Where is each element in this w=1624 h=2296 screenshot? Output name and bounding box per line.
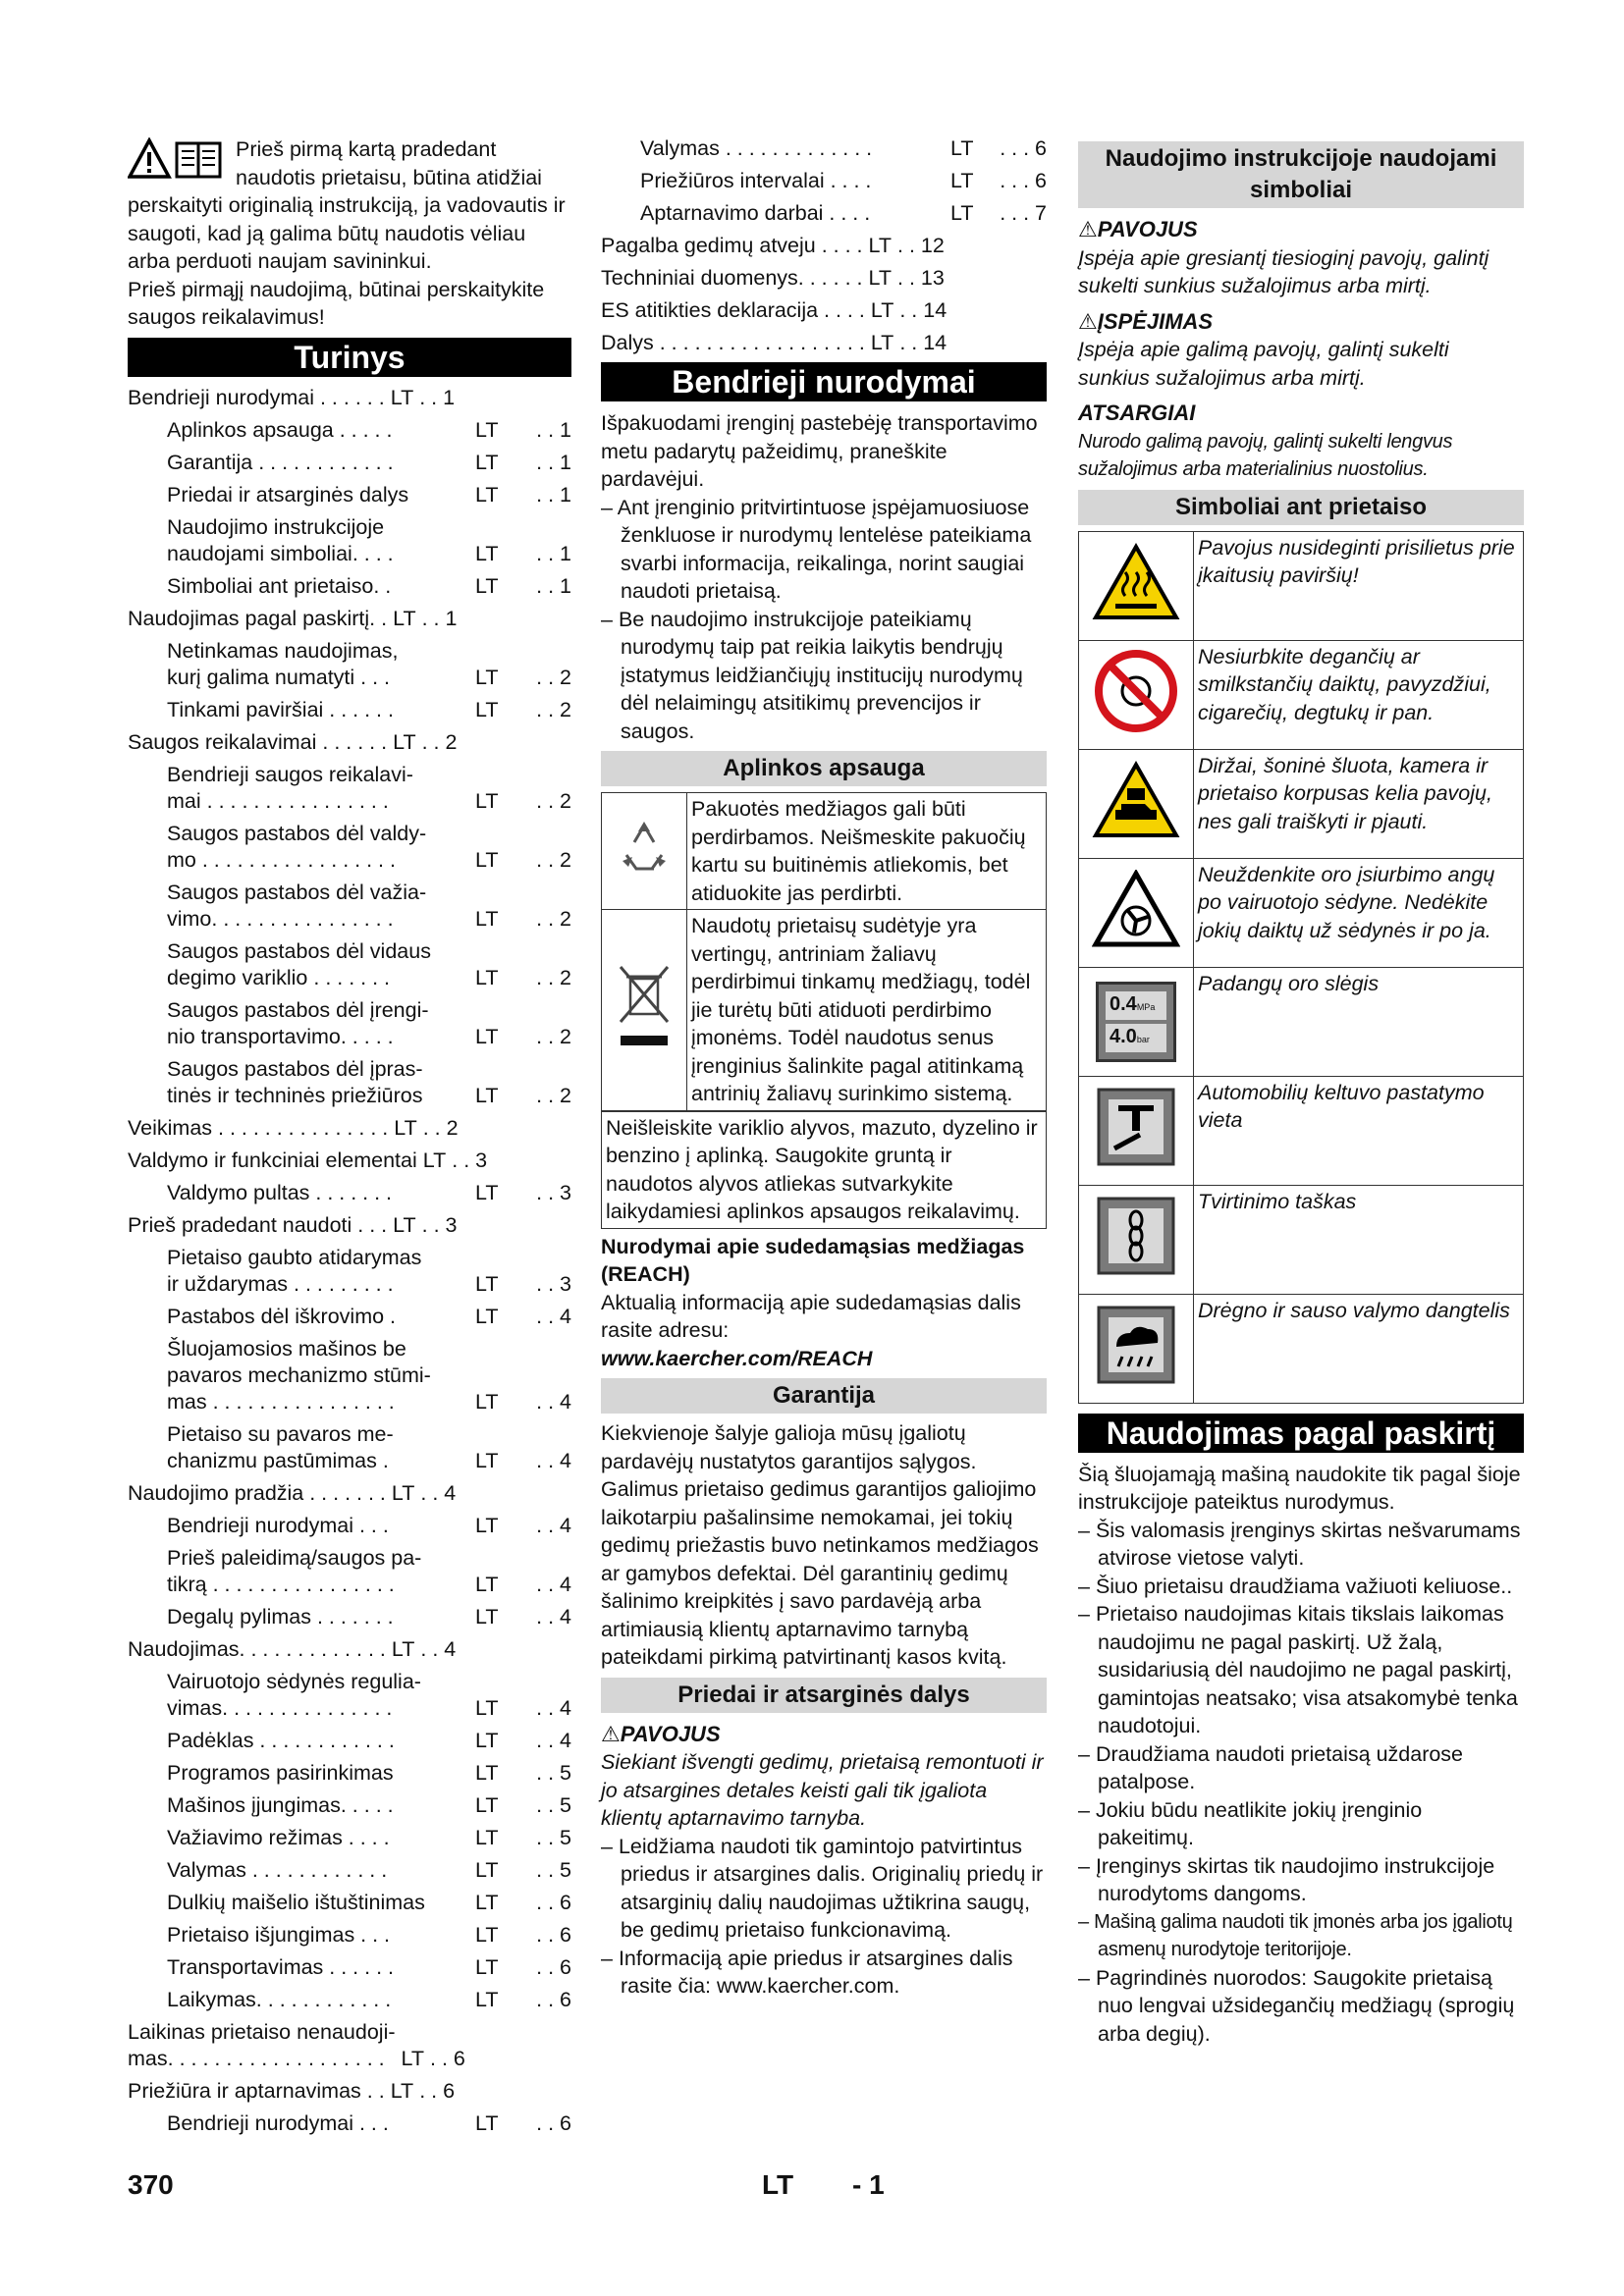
device-symbol-text: Automobilių keltuvo pastatymo vieta bbox=[1194, 1076, 1524, 1185]
intro-block bbox=[128, 135, 571, 332]
toc-item-lang: LT bbox=[475, 1389, 499, 1414]
toc-item[interactable] bbox=[128, 997, 571, 1050]
reach-text: Aktualią informaciją apie sudedamąsias dalis rasite adresu: bbox=[601, 1290, 1021, 1342]
toc-item-lang: LT bbox=[475, 482, 499, 507]
list-item: – Šiuo prietaisu draudžiama važiuoti keliuose.. bbox=[1078, 1573, 1524, 1601]
footer-sub: - 1 bbox=[852, 2169, 885, 2200]
toc-item-page: . . 2 bbox=[536, 965, 571, 989]
warning-title: ⚠ĮSPĖJIMAS bbox=[1078, 308, 1214, 334]
warning-triangle-icon: ⚠ bbox=[1078, 217, 1098, 241]
toc-item-title: Prietaiso išjungimas . . . bbox=[167, 1922, 391, 1947]
toc-item[interactable] bbox=[128, 573, 571, 600]
toc-item-lang: LT bbox=[475, 1304, 499, 1328]
toc-item[interactable] bbox=[128, 1115, 571, 1142]
toc-item-lang: LT bbox=[475, 1987, 499, 2011]
toc-item-page: . . 4 bbox=[536, 1389, 571, 1414]
warning-text: Įspėja apie galimą pavojų, galintį sukelti sunkius sužalojimus arba mirtį. bbox=[1078, 338, 1449, 390]
toc-item[interactable] bbox=[128, 1545, 571, 1598]
toc-item-title: Netinkamas naudojimas, kurį galima numatyti . . . bbox=[167, 638, 399, 689]
toc-item[interactable] bbox=[128, 1987, 571, 2013]
toc-item[interactable] bbox=[128, 1180, 571, 1206]
intended-use-heading: Naudojimas pagal paskirtį bbox=[1078, 1414, 1524, 1453]
toc-item-page: . . 5 bbox=[536, 1792, 571, 1817]
toc-item-lang: LT bbox=[475, 965, 499, 989]
toc-item-page: . . 5 bbox=[536, 1760, 571, 1785]
toc-item-lang: LT bbox=[475, 1513, 499, 1537]
toc-item-lang: LT bbox=[870, 331, 894, 354]
intro-safety-text: Prieš pirmąjį naudojimą, būtinai perskaitykite saugos reikalavimus! bbox=[128, 277, 545, 329]
list-item: – Draudžiama naudoti prietaisą uždarose patalpose. bbox=[1078, 1740, 1524, 1796]
toc-item-page: . . 1 bbox=[536, 417, 571, 442]
toc-item-lang: LT bbox=[475, 2110, 499, 2135]
toc-item-page: . . 6 bbox=[419, 2078, 456, 2103]
toc-item-page: . . 1 bbox=[536, 541, 571, 565]
toc-item-title: Valymas . . . . . . . . . . . . bbox=[167, 1857, 388, 1882]
toc-item-page: . . 2 bbox=[536, 847, 571, 872]
toc-item-lang: LT bbox=[475, 450, 499, 474]
toc-item-lang: LT bbox=[950, 169, 974, 192]
toc-item-page: . . 6 bbox=[430, 2046, 465, 2070]
toc-item-title: Dulkių maišelio ištuštinimas bbox=[167, 1890, 425, 1914]
device-symbol-text: Neuždenkite oro įsiurbimo angų po vairuotojo sėdyne. Nedėkite jokių daiktų už sėdynės ir po ja. bbox=[1194, 858, 1524, 967]
crush-hand-icon bbox=[1079, 749, 1194, 858]
toc-item-lang: LT bbox=[390, 385, 414, 409]
list-item: – Leidžiama naudoti tik gamintojo patvirtintus priedus ir atsargines dalis. Originalių priedų ir atsarginių dalių naudojimas užtikrina saugų, be gedimų prietaiso funkcionavimą. bbox=[601, 1833, 1047, 1945]
toc-item-page: . . 2 bbox=[536, 906, 571, 931]
toc-item[interactable] bbox=[601, 265, 1047, 292]
toc-item-title: Garantija . . . . . . . . . . . . bbox=[167, 450, 394, 474]
toc-list-continued bbox=[601, 135, 1047, 356]
toc-item-title: Degalų pylimas . . . . . . . bbox=[167, 1604, 394, 1629]
toc-item-page: . . 6 bbox=[536, 1890, 571, 1914]
toc-item[interactable] bbox=[128, 514, 571, 567]
warning-triangle-icon: ⚠ bbox=[1078, 308, 1098, 334]
general-heading: Bendrieji nurodymai bbox=[601, 362, 1047, 401]
toc-item[interactable] bbox=[128, 1056, 571, 1109]
general-bullets bbox=[601, 494, 1047, 746]
toc-item-title: Bendrieji saugos reikalavi- mai . . . . . . . . . . . . . . . . bbox=[167, 762, 413, 813]
toc-item-lang: LT bbox=[475, 697, 499, 721]
toc-item-lang: LT bbox=[870, 298, 894, 322]
toc-item-title: Tinkami paviršiai . . . . . . bbox=[167, 697, 394, 721]
toc-item-lang: LT bbox=[475, 906, 499, 931]
list-item: – Mašiną galima naudoti tik įmonės arba jos įgaliotų asmenų nurodytoje teritorijoje. bbox=[1078, 1908, 1524, 1964]
tie-down-icon bbox=[1079, 1185, 1194, 1294]
toc-item[interactable] bbox=[128, 1336, 571, 1415]
toc-item-title: Dalys . . . . . . . . . . . . . . . . . . bbox=[601, 331, 865, 354]
toc-item[interactable] bbox=[128, 821, 571, 874]
fan-warning-icon bbox=[1079, 858, 1194, 967]
env-old-devices-text: Naudotų prietaisų sudėtyje yra vertingų, antriniam žaliavų perdirbimui tinkamų medžiagų, todėl jie turėtų būti atiduoti perdirbimo įmonėms. Todėl naudotus senus įrenginius šalinkite pagal atitinkamą antrinių žaliavų surinkimo sistemą. bbox=[687, 910, 1047, 1111]
car-lift-icon bbox=[1079, 1076, 1194, 1185]
device-symbol-text: Pavojus nusideginti prisilietus prie įkaitusių paviršių! bbox=[1194, 531, 1524, 640]
toc-item-page: . . 1 bbox=[419, 385, 456, 409]
toc-list bbox=[128, 385, 571, 2137]
toc-item-page: . . 3 bbox=[452, 1148, 488, 1172]
toc-item-lang: LT bbox=[475, 1954, 499, 1979]
toc-item-page: . . 2 bbox=[422, 1115, 459, 1140]
toc-item-page: . . 5 bbox=[536, 1825, 571, 1849]
toc-item-page: . . 6 bbox=[536, 2110, 571, 2135]
toc-item-title: Bendrieji nurodymai . . . bbox=[167, 2110, 389, 2135]
toc-item[interactable] bbox=[128, 1760, 571, 1787]
toc-item[interactable] bbox=[128, 1480, 571, 1507]
toc-item[interactable] bbox=[128, 638, 571, 691]
toc-item-title: Bendrieji nurodymai . . . bbox=[167, 1513, 389, 1537]
toc-item[interactable] bbox=[128, 1421, 571, 1474]
toc-item[interactable] bbox=[128, 1825, 571, 1851]
toc-item-page: . . 12 bbox=[897, 234, 945, 257]
toc-item-title: ES atitikties deklaracija . . . . bbox=[601, 298, 865, 322]
toc-item-page: . . 3 bbox=[536, 1271, 571, 1296]
toc-item-lang: LT bbox=[475, 1825, 499, 1849]
toc-item-lang: LT bbox=[394, 1115, 417, 1140]
toc-item-lang: LT bbox=[475, 847, 499, 872]
list-item: – Šis valomasis įrenginys skirtas nešvarumams atvirose vietose valyti. bbox=[1078, 1517, 1524, 1573]
toc-item-lang: LT bbox=[475, 573, 499, 598]
toc-item-title: Šluojamosios mašinos be pavaros mechanizmo stūmi- mas . . . . . . . . . . . . . . . . bbox=[167, 1336, 431, 1414]
intended-use-text: Šią šluojamąją mašiną naudokite tik pagal šioje instrukcijoje pateiktus nurodymus. bbox=[1078, 1462, 1521, 1514]
toc-item-lang: LT bbox=[475, 417, 499, 442]
toc-item-title: Aptarnavimo darbai . . . . bbox=[640, 201, 871, 225]
toc-item-page: . . 4 bbox=[536, 1728, 571, 1752]
toc-item-lang: LT bbox=[393, 729, 416, 754]
toc-item-title: Pietaiso gaubto atidarymas ir uždarymas . . . . . . . . . bbox=[167, 1245, 422, 1296]
toc-item[interactable] bbox=[128, 482, 571, 508]
toc-item-title: Važiavimo režimas . . . . bbox=[167, 1825, 390, 1849]
no-burning-items-icon bbox=[1079, 640, 1194, 749]
toc-item-page: . . 1 bbox=[536, 450, 571, 474]
column-right bbox=[1078, 135, 1524, 2048]
toc-item[interactable] bbox=[601, 233, 1047, 259]
toc-item-title: Saugos pastabos dėl valdy- mo . . . . . . . . . . . . . . . . . bbox=[167, 821, 427, 872]
toc-item-page: . . 4 bbox=[420, 1636, 457, 1661]
toc-item-title: Aplinkos apsauga . . . . . bbox=[167, 417, 393, 442]
env-heading: Aplinkos apsauga bbox=[601, 751, 1047, 786]
toc-item-page: . . 14 bbox=[899, 298, 947, 322]
env-table bbox=[601, 792, 1047, 1111]
toc-item[interactable] bbox=[128, 1792, 571, 1819]
toc-item[interactable] bbox=[128, 1890, 571, 1916]
toc-item-title: Simboliai ant prietaiso. . bbox=[167, 573, 392, 598]
wet-dry-cleaning-icon bbox=[1079, 1294, 1194, 1403]
toc-item-page: . . 1 bbox=[421, 606, 458, 630]
toc-item-lang: LT bbox=[475, 541, 499, 565]
list-item: – Įrenginys skirtas tik naudojimo instrukcijoje nurodytoms dangoms. bbox=[1078, 1852, 1524, 1908]
toc-item-page: . . 6 bbox=[536, 1922, 571, 1947]
toc-item-lang: LT bbox=[475, 1728, 499, 1752]
toc-item-title: Saugos pastabos dėl įrengi- nio transportavimo. . . . . bbox=[167, 997, 429, 1048]
device-symbol-text: Drėgno ir sauso valymo dangtelis bbox=[1194, 1294, 1524, 1403]
intended-use-bullets bbox=[1078, 1517, 1524, 2049]
toc-item-page: . . 4 bbox=[420, 1480, 457, 1505]
footer-lang: LT bbox=[762, 2169, 794, 2200]
list-item: – Ant įrenginio pritvirtintuose įspėjamuosiuose ženkluose ir nurodymų lentelėse pateikiama svarbi informacija, reikalinga, norint saugiai naudoti prietaisą. bbox=[601, 494, 1047, 606]
toc-item[interactable] bbox=[128, 1636, 571, 1663]
toc-item-page: . . 2 bbox=[536, 665, 571, 689]
toc-item-title: Saugos pastabos dėl įpras- tinės ir techninės priežiūros bbox=[167, 1056, 423, 1107]
toc-item-lang: LT bbox=[475, 1271, 499, 1296]
toc-item[interactable] bbox=[128, 1304, 571, 1330]
toc-item-page: . . . 6 bbox=[1000, 136, 1047, 160]
toc-item-page: . . 14 bbox=[899, 331, 947, 354]
toc-item[interactable] bbox=[128, 2110, 571, 2137]
danger-title: ⚠PAVOJUS bbox=[1078, 217, 1198, 241]
reach-link[interactable]: www.kaercher.com/REACH bbox=[601, 1346, 873, 1370]
toc-item-page: . . 2 bbox=[536, 788, 571, 813]
toc-item-page: . . 4 bbox=[536, 1572, 571, 1596]
toc-item-title: Saugos reikalavimai . . . . . . bbox=[128, 729, 388, 754]
toc-item[interactable] bbox=[128, 729, 571, 756]
toc-item-title: Bendrieji nurodymai . . . . . . bbox=[128, 385, 385, 409]
caution-title: ATSARGIAI bbox=[1078, 400, 1196, 425]
toc-item-title: Valymas . . . . . . . . . . . . . bbox=[640, 136, 873, 160]
toc-item-lang: LT bbox=[475, 1083, 499, 1107]
toc-item-lang: LT bbox=[391, 1636, 415, 1661]
toc-item-page: . . 1 bbox=[536, 573, 571, 598]
toc-item[interactable] bbox=[128, 2019, 571, 2072]
toc-item[interactable] bbox=[601, 297, 1047, 324]
toc-item-lang: LT bbox=[422, 1148, 447, 1172]
toc-item[interactable] bbox=[601, 135, 1047, 162]
toc-item-page: . . 2 bbox=[536, 1024, 571, 1048]
toc-item-page: . . 6 bbox=[536, 1954, 571, 1979]
list-item: – Be naudojimo instrukcijoje pateikiamų nurodymų taip pat reikia laikytis bendrųjų įstatymus leidžiančiųjų institucijų nurodymų dėl nelaimingų atsitikimų prevencijos ir saugos. bbox=[601, 606, 1047, 746]
toc-item-lang: LT bbox=[868, 266, 892, 290]
toc-item-title: Naudojimo instrukcijoje naudojami simboliai. . . . bbox=[167, 514, 394, 565]
toc-item[interactable] bbox=[601, 330, 1047, 356]
parts-bullets bbox=[601, 1833, 1047, 2001]
toc-item-title: Techniniai duomenys. . . . . . bbox=[601, 266, 863, 290]
toc-item-title: Saugos pastabos dėl važia- vimo. . . . . . . . . . . . . . . . bbox=[167, 880, 427, 931]
list-item: – Jokiu būdu neatlikite jokių įrenginio pakeitimų. bbox=[1078, 1796, 1524, 1852]
toc-item-title: Pagalba gedimų atveju . . . . bbox=[601, 234, 863, 257]
hot-surface-icon bbox=[1079, 531, 1194, 640]
toc-item-lang: LT bbox=[390, 2078, 414, 2103]
toc-item-title: Veikimas . . . . . . . . . . . . . . . bbox=[128, 1115, 389, 1140]
crossed-bin-icon bbox=[602, 910, 687, 1111]
toc-item-lang: LT bbox=[475, 1760, 499, 1785]
toc-item-page: . . 1 bbox=[536, 482, 571, 507]
toc-item-lang: LT bbox=[475, 1572, 499, 1596]
toc-item-title: Pastabos dėl iškrovimo . bbox=[167, 1304, 397, 1328]
toc-item-title: Padėklas . . . . . . . . . . . . bbox=[167, 1728, 395, 1752]
tyre-pressure-icon: 0.4MPa 4.0bar bbox=[1079, 967, 1194, 1076]
toc-item-title: Laikymas. . . . . . . . . . . . bbox=[167, 1987, 392, 2011]
toc-item-lang: LT bbox=[475, 1792, 499, 1817]
parts-danger-title: ⚠PAVOJUS bbox=[601, 1721, 721, 1746]
intro-text: Prieš pirmą kartą pradedant naudotis prietaisu, būtina atidžiai perskaityti originalią instrukciją, ja vadovautis ir saugoti, kad ją galima būtų naudotis vėliau arba perduoti naujam savininkui. bbox=[128, 137, 566, 273]
toc-item-lang: LT bbox=[475, 1448, 499, 1472]
toc-item-lang: LT bbox=[475, 788, 499, 813]
toc-item[interactable] bbox=[601, 168, 1047, 194]
caution-text: Nurodo galimą pavojų, galintį sukelti lengvus sužalojimus arba materialinius nuostolius. bbox=[1078, 430, 1453, 480]
toc-item[interactable] bbox=[128, 385, 571, 411]
toc-item-title: Prieš pradedant naudoti . . . bbox=[128, 1212, 388, 1237]
toc-item[interactable] bbox=[128, 762, 571, 815]
device-symbols-table bbox=[1078, 531, 1524, 1404]
list-item: – Informaciją apie priedus ir atsargines dalis rasite čia: www.kaercher.com. bbox=[601, 1945, 1047, 2001]
warning-manual-icon bbox=[128, 137, 226, 188]
toc-item-lang: LT bbox=[475, 1024, 499, 1048]
toc-item-lang: LT bbox=[393, 1212, 416, 1237]
toc-item-title: Mašinos įjungimas. . . . . bbox=[167, 1792, 394, 1817]
env-oil-box: Neišleiskite variklio alyvos, mazuto, dyzelino ir benzino į aplinką. Saugokite gruntą ir naudotos alyvos atliekas sutvarkykite laikydamiesi aplinkos apsaugos reikalavimų. bbox=[601, 1111, 1047, 1229]
device-symbol-text: Tvirtinimo taškas bbox=[1194, 1185, 1524, 1294]
toc-item[interactable] bbox=[128, 1954, 571, 1981]
toc-item-title: Priežiūros intervalai . . . . bbox=[640, 169, 872, 192]
toc-item[interactable] bbox=[128, 1669, 571, 1722]
device-symbols-heading: Simboliai ant prietaiso bbox=[1078, 490, 1524, 525]
toc-item[interactable] bbox=[128, 880, 571, 933]
device-symbol-text: Padangų oro slėgis bbox=[1194, 967, 1524, 1076]
parts-danger-text: Siekiant išvengti gedimų, prietaisą remontuoti ir jo atsargines detales keisti gali tik įgaliota klientų aptarnavimo tarnyba. bbox=[601, 1750, 1044, 1830]
toc-item-title: Saugos pastabos dėl vidaus degimo variklio . . . . . . . bbox=[167, 938, 431, 989]
toc-item-lang: LT bbox=[475, 1180, 499, 1204]
env-packaging-text: Pakuotės medžiagos gali būti perdirbamos. Neišmeskite pakuočių kartu su buitinėmis atliekomis, bet atiduokite jas perdirbti. bbox=[687, 793, 1047, 910]
toc-item-lang: LT bbox=[391, 1480, 415, 1505]
toc-item[interactable] bbox=[128, 606, 571, 632]
toc-item-page: . . . 7 bbox=[1000, 201, 1047, 225]
toc-item-page: . . 2 bbox=[536, 1083, 571, 1107]
list-item: – Pagrindinės nuorodos: Saugokite prietaisą nuo lengvai užsidegančių medžiagų (sprogių arba degių). bbox=[1078, 1964, 1524, 2049]
toc-item-lang: LT bbox=[475, 1695, 499, 1720]
toc-item-lang: LT bbox=[475, 1890, 499, 1914]
toc-item-title: Valdymo pultas . . . . . . . bbox=[167, 1180, 393, 1204]
toc-item-lang: LT bbox=[475, 665, 499, 689]
toc-item-title: Pietaiso su pavaros me- chanizmu pastūmimas . bbox=[167, 1421, 394, 1472]
toc-item-title: Vairuotojo sėdynės regulia- vimas. . . . . . . . . . . . . . . bbox=[167, 1669, 421, 1720]
toc-item-page: . . 2 bbox=[421, 729, 458, 754]
toc-item-page: . . 4 bbox=[536, 1513, 571, 1537]
toc-item[interactable] bbox=[128, 1513, 571, 1539]
toc-item[interactable] bbox=[128, 1604, 571, 1630]
toc-item[interactable] bbox=[128, 1212, 571, 1239]
symbols-heading: Naudojimo instrukcijoje naudojami simboliai bbox=[1078, 141, 1524, 208]
toc-item[interactable] bbox=[128, 450, 571, 476]
toc-item[interactable] bbox=[128, 1148, 571, 1174]
toc-item-page: . . 4 bbox=[536, 1695, 571, 1720]
warranty-heading: Garantija bbox=[601, 1378, 1047, 1414]
toc-item-lang: LT bbox=[868, 234, 893, 257]
toc-heading: Turinys bbox=[128, 338, 571, 377]
device-symbol-text: Nesiurbkite degančių ar smilkstančių daiktų, pavyzdžiui, cigarečių, degtukų ir pan. bbox=[1194, 640, 1524, 749]
general-text: Išpakuodami įrenginį pastebėję transportavimo metu padarytų pažeidimų, praneškite pardavėjui. bbox=[601, 411, 1038, 491]
toc-item[interactable] bbox=[128, 938, 571, 991]
toc-item-page: . . 2 bbox=[536, 697, 571, 721]
toc-item-lang: LT bbox=[950, 201, 974, 225]
toc-item-page: . . 13 bbox=[897, 266, 945, 290]
toc-item-page: . . 4 bbox=[536, 1304, 571, 1328]
toc-item[interactable] bbox=[128, 1245, 571, 1298]
toc-item[interactable] bbox=[128, 417, 571, 444]
toc-item-page: . . 5 bbox=[536, 1857, 571, 1882]
toc-item-lang: LT bbox=[475, 1604, 499, 1629]
toc-item-title: Prieš paleidimą/saugos pa- tikrą . . . . . . . . . . . . . . . . bbox=[167, 1545, 422, 1596]
toc-item-page: . . 4 bbox=[536, 1604, 571, 1629]
column-left bbox=[128, 135, 571, 2143]
warning-triangle-icon: ⚠ bbox=[601, 1721, 621, 1746]
toc-item-title: Priežiūra ir aptarnavimas . . bbox=[128, 2078, 385, 2103]
toc-item[interactable] bbox=[128, 1857, 571, 1884]
device-symbol-text: Diržai, šoninė šluota, kamera ir prietaiso korpusas kelia pavojų, nes gali traiškyti ir pjauti. bbox=[1194, 749, 1524, 858]
reach-title: Nurodymai apie sudedamąsias medžiagas (REACH) bbox=[601, 1234, 1025, 1286]
column-middle bbox=[601, 135, 1047, 2001]
list-item: – Prietaiso naudojimas kitais tikslais laikomas naudojimu ne pagal paskirtį. Už žalą, susidariusią dėl naudojimo ne pagal paskirtį, gamintojas neatsako; visa atsakomybė tenka naudotojui. bbox=[1078, 1600, 1524, 1740]
recycle-icon bbox=[602, 793, 687, 910]
toc-item[interactable] bbox=[601, 200, 1047, 227]
toc-item-lang: LT bbox=[475, 1922, 499, 1947]
toc-item-title: Naudojimo pradžia . . . . . . . bbox=[128, 1480, 386, 1505]
toc-item-lang: LT bbox=[393, 606, 416, 630]
toc-item-title: Laikinas prietaiso nenaudoji- mas. . . . . . . . . . . . . . . . . . . bbox=[128, 2019, 396, 2070]
warranty-text: Kiekvienoje šalyje galioja mūsų įgaliotų pardavėjų nustatytos garantijos sąlygos. Galimus prietaiso gedimus garantijos galiojimo laikotarpiu pašalinsime nemokamai, jei tokių gedimų priežastis buvo netinkamos medžiagos ar gamybos defektai. Dėl garantinių gedimų šalinimo kreipkitės į savo pardavėją arba artimiausią klientų aptarnavimo tarnybą pateikdami pirkimą patvirtinantį kasos kvitą. bbox=[601, 1421, 1039, 1669]
toc-item-page: . . 6 bbox=[536, 1987, 571, 2011]
toc-item-lang: LT bbox=[401, 2046, 425, 2070]
toc-item[interactable] bbox=[128, 2078, 571, 2105]
toc-item-title: Naudojimas pagal paskirtį. . bbox=[128, 606, 388, 630]
toc-item-page: . . . 6 bbox=[1000, 169, 1047, 192]
toc-item[interactable] bbox=[128, 1922, 571, 1949]
toc-item-title: Naudojimas. . . . . . . . . . . . . bbox=[128, 1636, 386, 1661]
toc-item-title: Transportavimas . . . . . . bbox=[167, 1954, 394, 1979]
toc-item[interactable] bbox=[128, 1728, 571, 1754]
toc-item-page: . . 3 bbox=[421, 1212, 458, 1237]
parts-heading: Priedai ir atsarginės dalys bbox=[601, 1678, 1047, 1713]
danger-text: Įspėja apie gresiantį tiesioginį pavojų, galintį sukelti sunkius sužalojimus arba mirtį. bbox=[1078, 245, 1489, 297]
toc-item-page: . . 3 bbox=[536, 1180, 571, 1204]
toc-item-title: Priedai ir atsarginės dalys bbox=[167, 482, 409, 507]
toc-item[interactable] bbox=[128, 697, 571, 723]
toc-item-page: . . 4 bbox=[536, 1448, 571, 1472]
page-number: 370 bbox=[128, 2169, 174, 2200]
toc-item-lang: LT bbox=[475, 1857, 499, 1882]
toc-item-title: Programos pasirinkimas bbox=[167, 1760, 394, 1785]
toc-item-lang: LT bbox=[950, 136, 974, 160]
toc-item-title: Valdymo ir funkciniai elementai bbox=[128, 1148, 417, 1172]
